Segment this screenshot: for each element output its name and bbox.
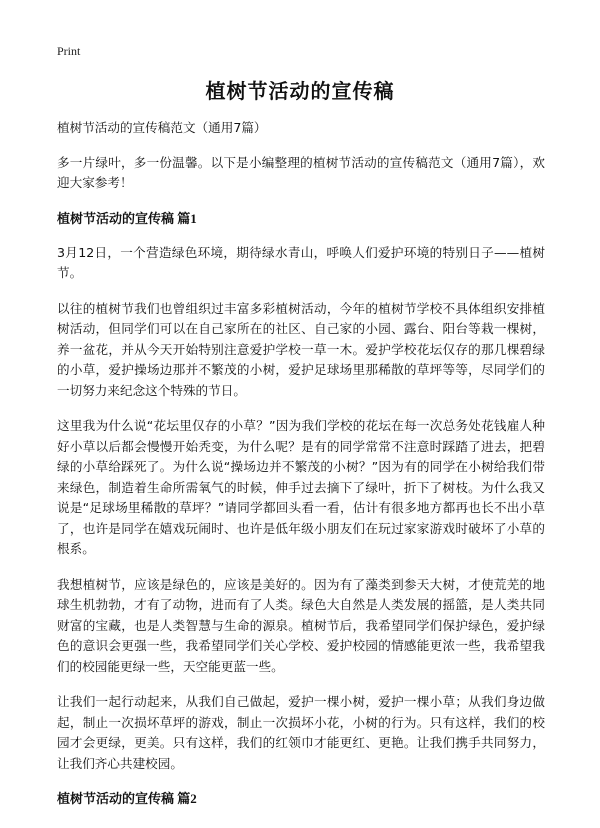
section1-paragraph-5: 让我们一起行动起来，从我们自己做起，爱护一棵小树，爱护一棵小草；从我们身边做起，制止一次损坏草坪的游戏，制止一次损坏小花，小树的行为。只有这样，我们的校园才会更绿，更美。只有这样，我们的红领巾才能更红、更艳。让我们携手共同努力，让我们齐心共建校园。 <box>57 694 545 771</box>
section-heading-2: 植树节活动的宣传稿 篇2 <box>57 791 197 806</box>
intro-paragraph: 多一片绿叶，多一份温馨。以下是小编整理的植树节活动的宣传稿范文（通用7篇），欢迎大家参考！ <box>57 154 545 190</box>
print-link[interactable]: Print <box>57 44 81 58</box>
section1-paragraph-1: 3月12日，一个营造绿色环境，期待绿水青山，呼唤人们爱护环境的特别日子——植树节。 <box>57 244 545 280</box>
section1-paragraph-4: 我想植树节，应该是绿色的，应该是美好的。因为有了藻类到参天大树，才使荒芜的地球生机勃勃，才有了动物，进而有了人类。绿色大自然是人类发展的摇篮，是人类共同财富的宝藏，也是人类智慧与生命的源泉。植树节后，我希望同学们保护绿色，爱护绿色的意识会更强一些，我希望同学们关心学校、爱护校园的情感能更浓一些，我希望我们的校园能更绿一些，天空能更蓝一些。 <box>57 576 545 674</box>
article-body <box>57 118 545 823</box>
section1-paragraph-2: 以往的植树节我们也曾组织过丰富多彩植树活动，今年的植树节学校不具体组织安排植树活动，但同学们可以在自己家所在的社区、自己家的小园、露台、阳台等栽一棵树，养一盆花，并从今天开始特别注意爱护学校一草一木。爱护学校花坛仅存的那几棵碧绿的小草，爱护操场边那并不繁茂的小树，爱护足球场里那稀散的草坪等等，尽同学们的一切努力来纪念这个特殊的节日。 <box>57 300 545 398</box>
section-heading-1: 植树节活动的宣传稿 篇1 <box>57 210 197 226</box>
section1-paragraph-3: 这里我为什么说“花坛里仅存的小草？”因为我们学校的花坛在每一次总务处花钱雇人种好小草以后都会慢慢开始秃变，为什么呢？是有的同学常常不注意时踩踏了进去，把碧绿的小草给踩死了。为什么说“操场边并不繁茂的小树？”因为有的同学在小树给我们带来绿色，制造着生命所需氧气的时候，伸手过去摘下了绿叶，折下了树枝。为什么我又说是“足球场里稀散的草坪？”请同学都回头看一看，估计有很多地方都再也长不出小草了，也许是同学在嬉戏玩闹时、也许是低年级小朋友们在玩过家家游戏时破坏了小草的根系。 <box>57 418 545 556</box>
page-title: 植树节活动的宣传稿 <box>205 79 395 103</box>
article-subtitle: 植树节活动的宣传稿范文（通用7篇） <box>57 120 267 135</box>
